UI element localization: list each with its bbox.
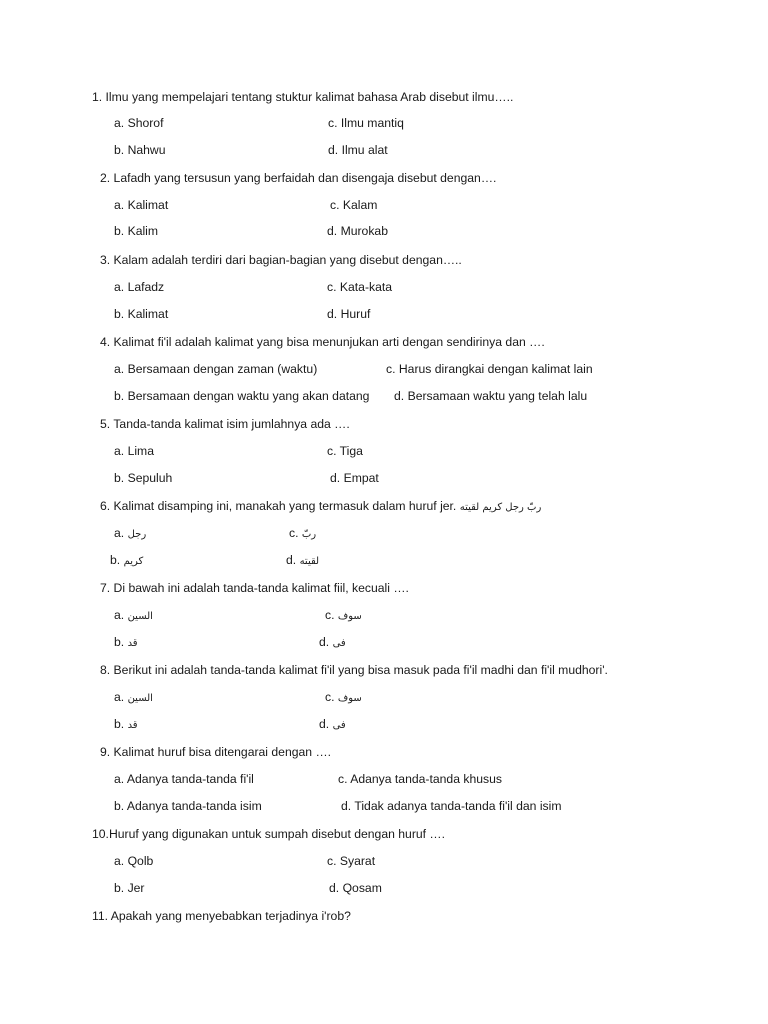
question-11: 11. Apakah yang menyebabkan terjadinya i'rob? [92, 909, 351, 923]
option-6b: b. كريم [110, 553, 144, 567]
option-6c: c. ربّ [289, 526, 317, 540]
option-3a: a. Lafadz [114, 280, 165, 294]
option-4b: b. Bersamaan dengan waktu yang akan datang [114, 389, 370, 403]
option-1b: b. Nahwu [114, 143, 166, 157]
option-5b: b. Sepuluh [114, 471, 173, 485]
option-2b: b. Kalim [114, 224, 159, 238]
option-2d: d. Murokab [327, 224, 388, 238]
option-9a: a. Adanya tanda-tanda fi'il [114, 772, 254, 786]
option-3d: d. Huruf [327, 307, 371, 321]
option-1c: c. Ilmu mantiq [328, 116, 404, 130]
option-10d: d. Qosam [329, 881, 382, 895]
option-1a: a. Shorof [114, 116, 164, 130]
question-1: 1. Ilmu yang mempelajari tentang stuktur kalimat bahasa Arab disebut ilmu….. [92, 90, 514, 104]
option-3c: c. Kata-kata [327, 280, 393, 294]
question-9: 9. Kalimat huruf bisa ditengarai dengan …. [100, 745, 332, 759]
option-9c: c. Adanya tanda-tanda khusus [338, 772, 502, 786]
option-2a: a. Kalimat [114, 198, 169, 212]
option-7a: a. السين [114, 608, 153, 622]
question-6-arabic-sentence: ربّ رجل كريم لقيته [459, 502, 542, 513]
question-10: 10.Huruf yang digunakan untuk sumpah disebut dengan huruf …. [92, 827, 446, 841]
option-7b: b. قد [114, 635, 138, 649]
option-8b: b. قد [114, 717, 138, 731]
option-9b: b. Adanya tanda-tanda isim [114, 799, 262, 813]
question-7: 7. Di bawah ini adalah tanda-tanda kalimat fiil, kecuali …. [100, 581, 409, 595]
option-3b: b. Kalimat [114, 307, 169, 321]
option-8a: a. السين [114, 690, 153, 704]
question-6: 6. Kalimat disamping ini, manakah yang termasuk dalam huruf jer. ربّ رجل كريم لقيته [100, 499, 542, 513]
option-4c: c. Harus dirangkai dengan kalimat lain [386, 362, 593, 376]
option-2c: c. Kalam [330, 198, 378, 212]
option-5d: d. Empat [330, 471, 379, 485]
question-4: 4. Kalimat fi'il adalah kalimat yang bisa menunjukan arti dengan sendirinya dan …. [100, 335, 545, 349]
option-6a: a. رجل [114, 526, 147, 540]
option-1d: d. Ilmu alat [328, 143, 388, 157]
question-2: 2. Lafadh yang tersusun yang berfaidah dan disengaja disebut dengan…. [100, 171, 497, 185]
option-6d: d. لقيته [286, 553, 320, 567]
option-4a: a. Bersamaan dengan zaman (waktu) [114, 362, 318, 376]
option-9d: d. Tidak adanya tanda-tanda fi'il dan isim [341, 799, 562, 813]
option-10c: c. Syarat [327, 854, 376, 868]
question-8: 8. Berikut ini adalah tanda-tanda kalimat fi'il yang bisa masuk pada fi'il madhi dan fi'il mudhori'. [100, 663, 608, 677]
question-3: 3. Kalam adalah terdiri dari bagian-bagian yang disebut dengan….. [100, 253, 462, 267]
option-8d: d. فى [319, 717, 346, 731]
option-10b: b. Jer [114, 881, 145, 895]
question-5: 5. Tanda-tanda kalimat isim jumlahnya ada …. [100, 417, 350, 431]
option-7c: c. سوف [325, 608, 362, 622]
option-5c: c. Tiga [327, 444, 363, 458]
option-8c: c. سوف [325, 690, 362, 704]
option-7d: d. فى [319, 635, 346, 649]
option-5a: a. Lima [114, 444, 154, 458]
option-4d: d. Bersamaan waktu yang telah lalu [394, 389, 588, 403]
option-10a: a. Qolb [114, 854, 154, 868]
